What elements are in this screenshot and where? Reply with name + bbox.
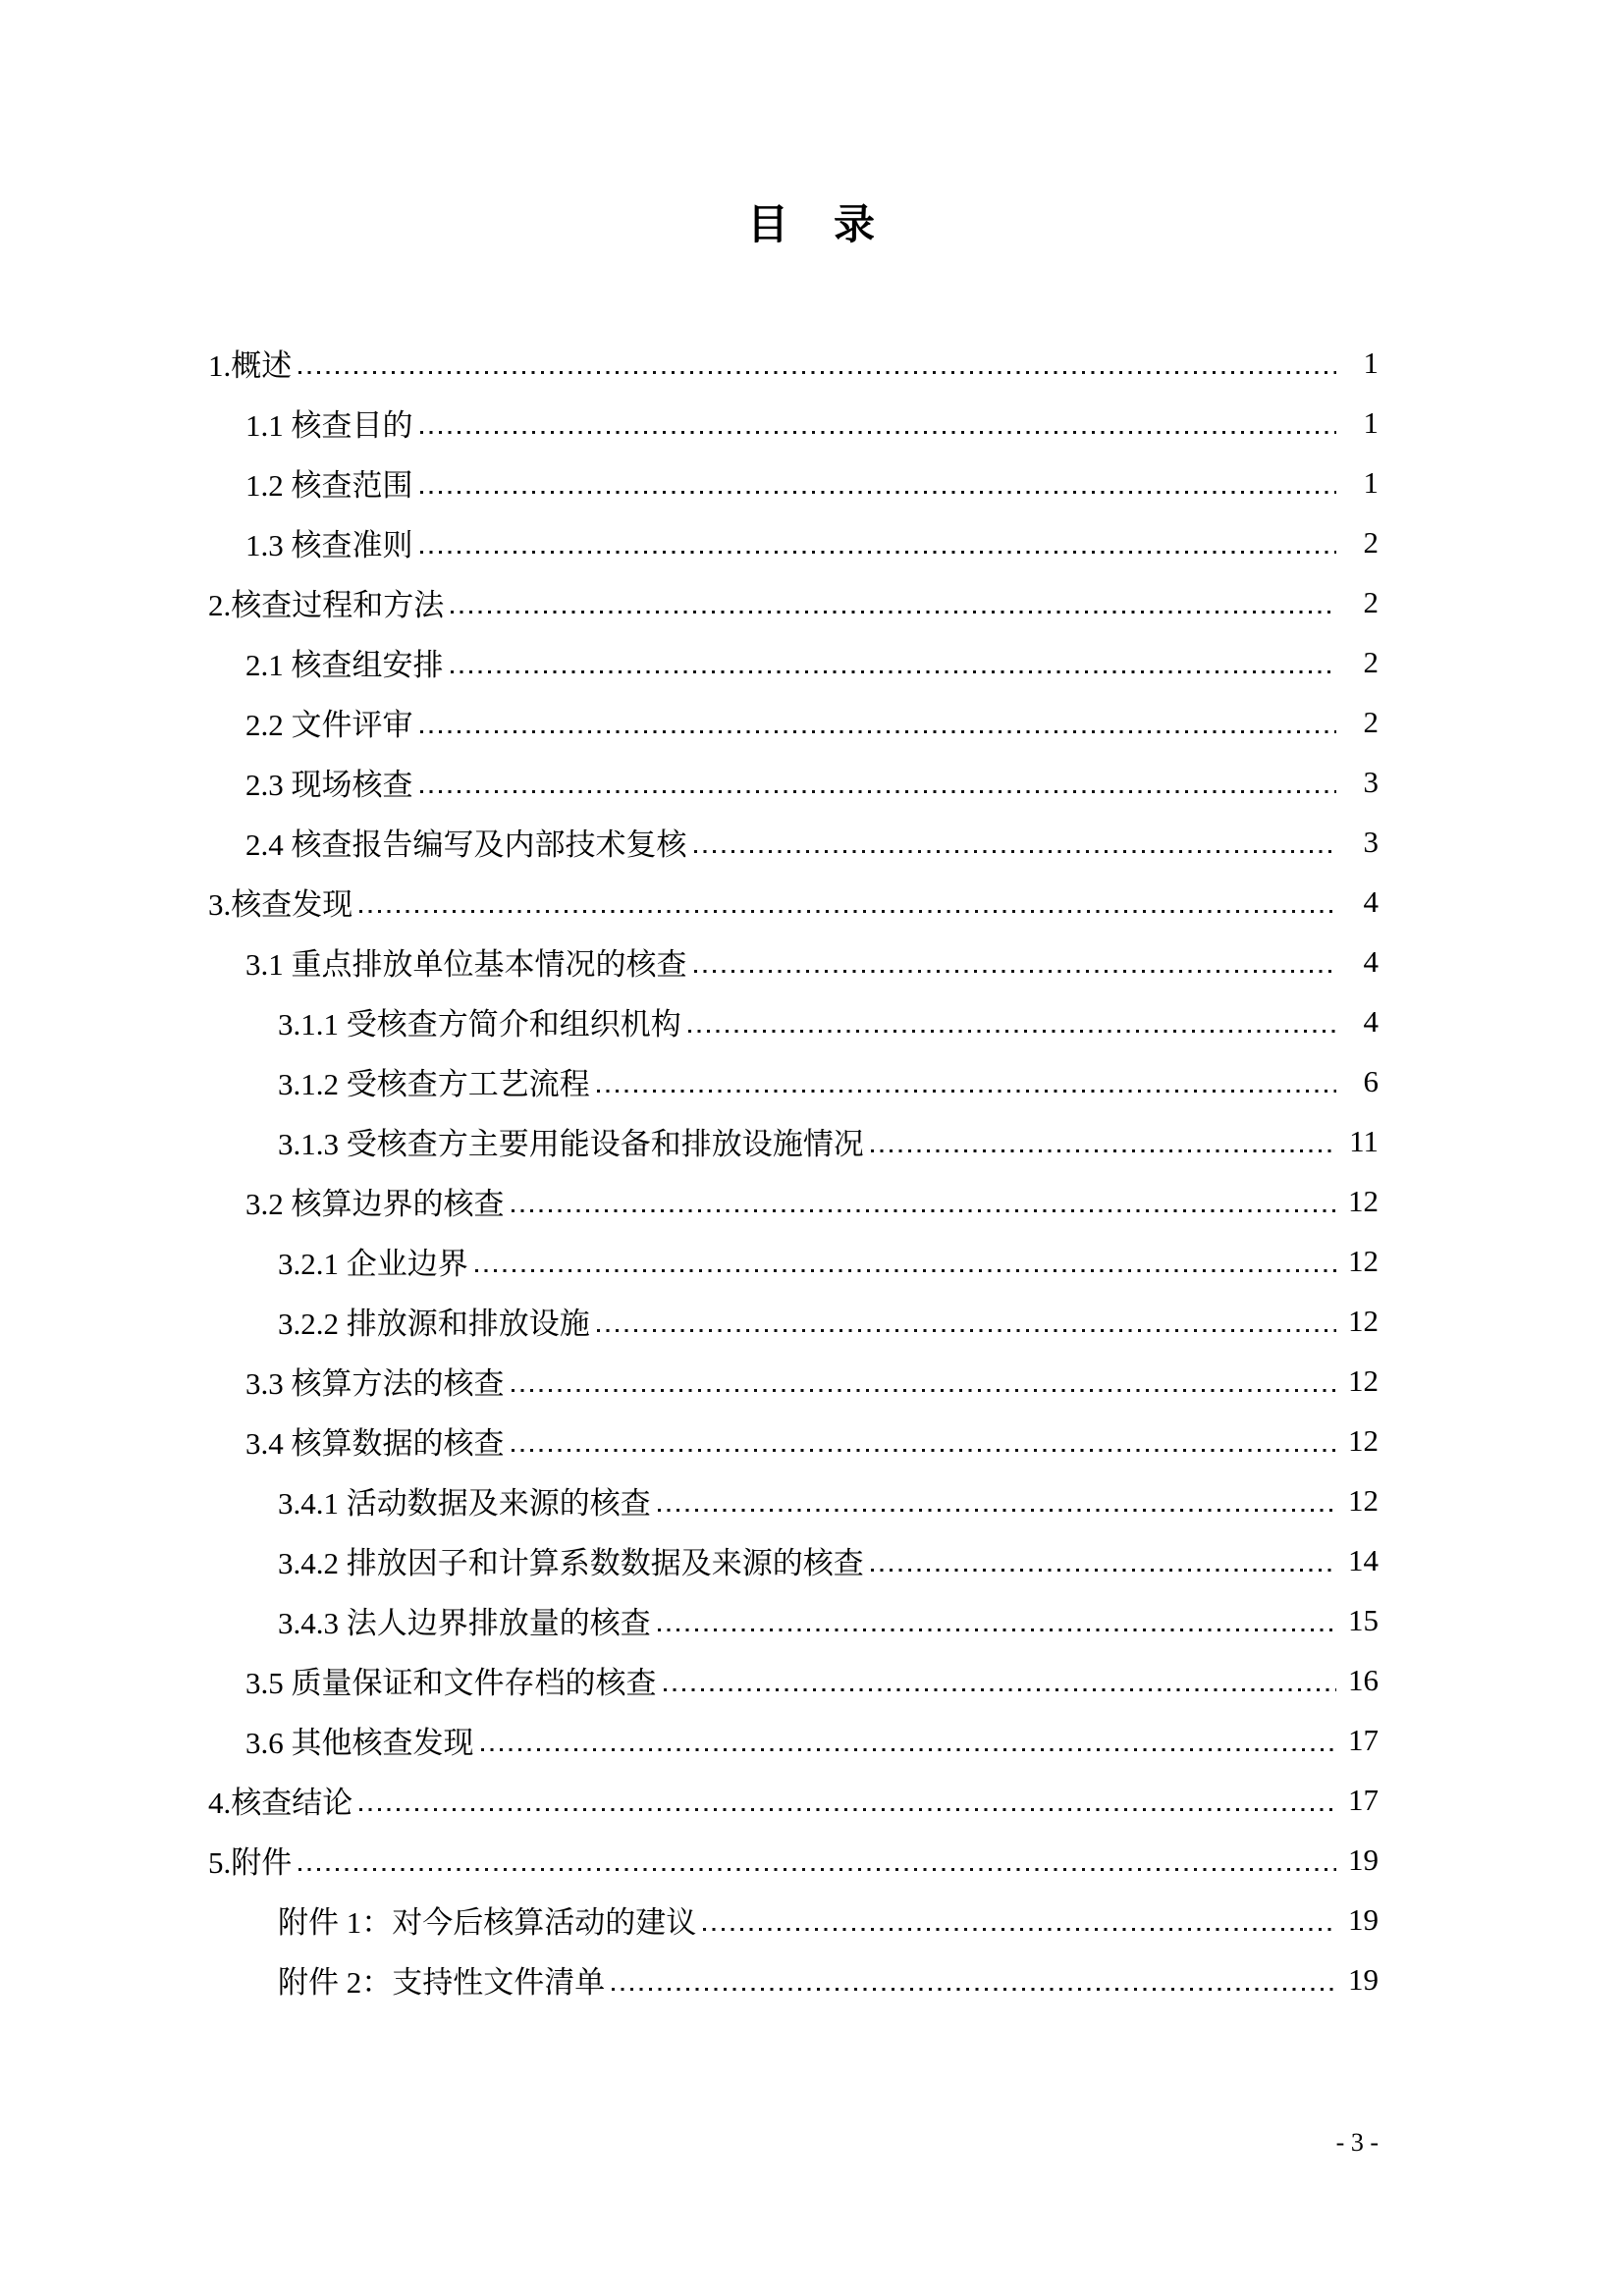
toc-entry-label: 1.3 核查准则 bbox=[245, 528, 413, 562]
toc-leader-dots bbox=[413, 512, 1346, 572]
toc-entry[interactable] bbox=[208, 872, 1379, 932]
toc-entry-page: 2 bbox=[1363, 584, 1379, 619]
toc-entry-page: 2 bbox=[1363, 524, 1379, 560]
toc-entry-label: 3.1.1 受核查方简介和组织机构 bbox=[278, 1007, 681, 1041]
toc-entry[interactable] bbox=[208, 512, 1379, 572]
toc-entry[interactable] bbox=[208, 1111, 1379, 1171]
toc-leader-dots bbox=[864, 1111, 1345, 1171]
toc-entry-label: 3.4 核算数据的核查 bbox=[245, 1426, 505, 1461]
toc-list bbox=[208, 333, 1379, 2009]
toc-entry-page: 19 bbox=[1348, 1961, 1379, 1997]
toc-entry-label: 1.1 核查目的 bbox=[245, 408, 413, 443]
toc-entry[interactable] bbox=[208, 1949, 1379, 2009]
toc-entry-page: 16 bbox=[1348, 1662, 1379, 1697]
toc-entry-label: 3.2.1 企业边界 bbox=[278, 1247, 468, 1281]
toc-entry-label: 3.4.3 法人边界排放量的核查 bbox=[278, 1606, 651, 1640]
toc-entry[interactable] bbox=[208, 1710, 1379, 1770]
toc-entry[interactable] bbox=[208, 1590, 1379, 1650]
toc-leader-dots bbox=[474, 1710, 1346, 1770]
toc-leader-dots bbox=[444, 632, 1346, 692]
toc-leader-dots bbox=[864, 1530, 1345, 1590]
toc-entry-page: 12 bbox=[1348, 1482, 1379, 1518]
toc-leader-dots bbox=[505, 1171, 1346, 1231]
toc-leader-dots bbox=[468, 1231, 1345, 1291]
toc-entry-label: 3.1.2 受核查方工艺流程 bbox=[278, 1067, 590, 1101]
toc-entry-page: 12 bbox=[1348, 1362, 1379, 1398]
toc-leader-dots bbox=[605, 1949, 1345, 2009]
toc-leader-dots bbox=[651, 1590, 1345, 1650]
toc-leader-dots bbox=[444, 572, 1345, 632]
toc-entry-page: 12 bbox=[1348, 1243, 1379, 1278]
toc-entry-label: 5.附件 bbox=[208, 1845, 293, 1880]
toc-leader-dots bbox=[352, 1770, 1345, 1830]
toc-entry-page: 1 bbox=[1363, 404, 1379, 440]
toc-entry-page: 4 bbox=[1363, 943, 1379, 979]
toc-entry[interactable] bbox=[208, 572, 1379, 632]
toc-entry-page: 14 bbox=[1348, 1542, 1379, 1577]
toc-entry[interactable] bbox=[208, 1890, 1379, 1949]
toc-entry[interactable] bbox=[208, 1051, 1379, 1111]
toc-leader-dots bbox=[505, 1351, 1346, 1411]
toc-entry[interactable] bbox=[208, 333, 1379, 393]
toc-entry[interactable] bbox=[208, 393, 1379, 453]
toc-entry-page: 3 bbox=[1363, 764, 1379, 799]
toc-entry-page: 17 bbox=[1348, 1722, 1379, 1757]
toc-entry-page: 4 bbox=[1363, 1003, 1379, 1039]
toc-leader-dots bbox=[687, 812, 1346, 872]
toc-leader-dots bbox=[590, 1051, 1345, 1111]
toc-entry[interactable] bbox=[208, 1650, 1379, 1710]
toc-entry-label: 2.2 文件评审 bbox=[245, 708, 413, 742]
toc-leader-dots bbox=[292, 1830, 1345, 1890]
toc-leader-dots bbox=[505, 1411, 1346, 1470]
toc-entry-label: 3.2 核算边界的核查 bbox=[245, 1187, 505, 1221]
toc-leader-dots bbox=[651, 1470, 1345, 1530]
toc-leader-dots bbox=[657, 1650, 1346, 1710]
toc-leader-dots bbox=[681, 991, 1345, 1051]
toc-leader-dots bbox=[696, 1890, 1345, 1949]
toc-entry-page: 2 bbox=[1363, 644, 1379, 679]
toc-leader-dots bbox=[292, 333, 1345, 393]
toc-entry[interactable] bbox=[208, 1470, 1379, 1530]
toc-entry-label: 2.核查过程和方法 bbox=[208, 588, 445, 622]
toc-entry-label: 3.5 质量保证和文件存档的核查 bbox=[245, 1666, 657, 1700]
toc-entry[interactable] bbox=[208, 632, 1379, 692]
toc-entry-label: 4.核查结论 bbox=[208, 1786, 353, 1820]
toc-entry[interactable] bbox=[208, 1770, 1379, 1830]
toc-leader-dots bbox=[687, 932, 1346, 991]
toc-entry[interactable] bbox=[208, 752, 1379, 812]
toc-entry-label: 2.1 核查组安排 bbox=[245, 648, 444, 682]
toc-entry-label: 3.4.1 活动数据及来源的核查 bbox=[278, 1486, 651, 1521]
toc-leader-dots bbox=[413, 692, 1346, 752]
toc-entry-page: 15 bbox=[1348, 1602, 1379, 1637]
toc-entry-page: 19 bbox=[1348, 1842, 1379, 1877]
toc-entry-page: 1 bbox=[1363, 464, 1379, 500]
toc-entry-page: 2 bbox=[1363, 704, 1379, 739]
footer-page-number: - 3 - bbox=[1335, 2128, 1379, 2157]
toc-entry[interactable] bbox=[208, 932, 1379, 991]
toc-entry-page: 12 bbox=[1348, 1183, 1379, 1218]
toc-entry-label: 1.概述 bbox=[208, 348, 293, 383]
toc-entry-label: 附件 2：支持性文件清单 bbox=[278, 1965, 606, 2000]
toc-entry-label: 2.3 现场核查 bbox=[245, 768, 413, 802]
toc-entry-label: 3.4.2 排放因子和计算系数数据及来源的核查 bbox=[278, 1546, 864, 1580]
toc-entry-page: 6 bbox=[1363, 1063, 1379, 1098]
toc-entry[interactable] bbox=[208, 453, 1379, 512]
toc-entry-page: 3 bbox=[1363, 824, 1379, 859]
toc-entry[interactable] bbox=[208, 1231, 1379, 1291]
toc-entry[interactable] bbox=[208, 1530, 1379, 1590]
toc-entry-page: 12 bbox=[1348, 1303, 1379, 1338]
toc-entry[interactable] bbox=[208, 1830, 1379, 1890]
toc-entry-label: 3.1 重点排放单位基本情况的核查 bbox=[245, 947, 687, 982]
toc-entry[interactable] bbox=[208, 812, 1379, 872]
toc-entry-page: 1 bbox=[1363, 345, 1379, 380]
toc-leader-dots bbox=[352, 872, 1345, 932]
toc-entry-label: 2.4 核查报告编写及内部技术复核 bbox=[245, 828, 687, 862]
toc-leader-dots bbox=[413, 752, 1346, 812]
toc-entry-label: 3.3 核算方法的核查 bbox=[245, 1366, 505, 1401]
page-title: 目 录 bbox=[746, 203, 877, 248]
toc-entry-page: 4 bbox=[1363, 883, 1379, 919]
toc-entry[interactable] bbox=[208, 692, 1379, 752]
toc-entry-label: 3.核查发现 bbox=[208, 887, 353, 922]
toc-entry-page: 19 bbox=[1348, 1901, 1379, 1937]
toc-entry[interactable] bbox=[208, 1291, 1379, 1351]
toc-entry[interactable] bbox=[208, 1411, 1379, 1470]
toc-entry-label: 1.2 核查范围 bbox=[245, 468, 413, 503]
toc-entry-label: 3.6 其他核查发现 bbox=[245, 1726, 474, 1760]
toc-entry[interactable] bbox=[208, 1351, 1379, 1411]
toc-entry-label: 3.2.2 排放源和排放设施 bbox=[278, 1307, 590, 1341]
toc-entry-label: 附件 1：对今后核算活动的建议 bbox=[278, 1905, 697, 1940]
toc-entry[interactable] bbox=[208, 1171, 1379, 1231]
toc-leader-dots bbox=[590, 1291, 1345, 1351]
toc-entry-page: 11 bbox=[1349, 1123, 1379, 1158]
toc-entry-page: 17 bbox=[1348, 1782, 1379, 1817]
toc-entry-label: 3.1.3 受核查方主要用能设备和排放设施情况 bbox=[278, 1127, 864, 1161]
toc-leader-dots bbox=[413, 393, 1346, 453]
toc-entry[interactable] bbox=[208, 991, 1379, 1051]
toc-entry-page: 12 bbox=[1348, 1422, 1379, 1458]
toc-leader-dots bbox=[413, 453, 1346, 512]
